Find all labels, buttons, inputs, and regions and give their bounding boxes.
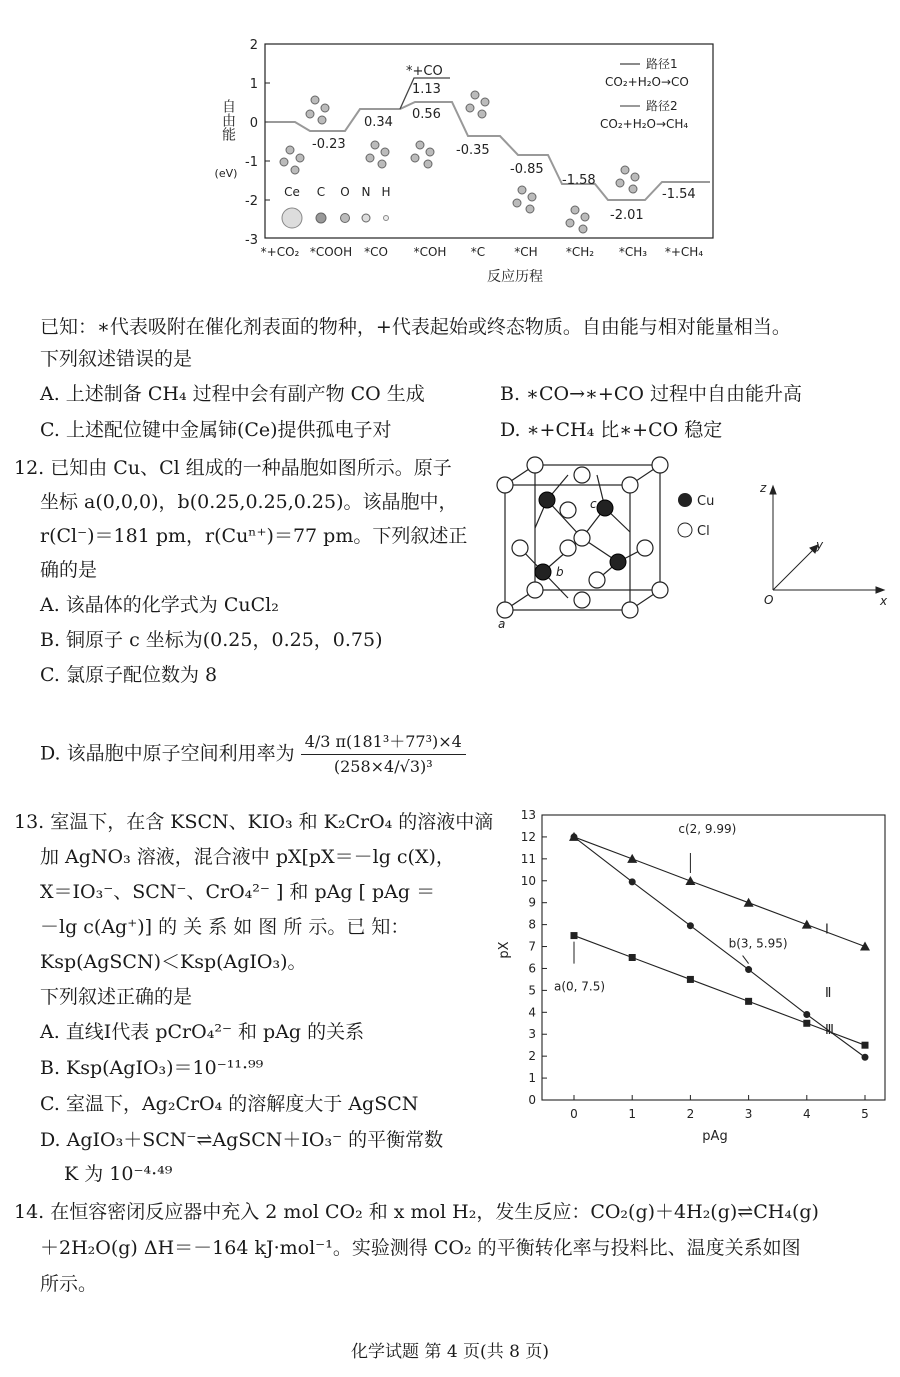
y-tick-label: 11 (520, 851, 536, 866)
q13-stem-line3: X＝IO₃⁻、SCN⁻、CrO₄²⁻ ] 和 pAg [ pAg ＝ (40, 881, 436, 903)
q11-option-b: B. ∗CO→∗+CO 过程中自由能升高 (500, 383, 802, 405)
q14-stem-line3: 所示。 (40, 1273, 98, 1295)
atom-legend (282, 185, 391, 228)
series-line-1 (574, 837, 865, 947)
energy-y-tick: -3 (245, 233, 258, 248)
data-point-triangle (685, 876, 695, 885)
y-tick-label: 8 (528, 917, 536, 932)
energy-y-label: 自由能 (220, 99, 236, 141)
q13-option-a: A. 直线Ⅰ代表 pCrO₄²⁻ 和 pAg 的关系 (40, 1021, 365, 1043)
q11-option-d: D. ∗+CH₄ 比∗+CO 稳定 (500, 419, 723, 441)
cl-atoms (497, 457, 668, 618)
data-point-circle (862, 1054, 869, 1061)
atom-label-b: b (556, 565, 564, 579)
axis-x: x (880, 594, 888, 608)
data-point-triangle (744, 898, 754, 907)
data-point-square (862, 1042, 869, 1049)
q12-option-c: C. 氯原子配位数为 8 (40, 664, 218, 686)
data-point-square (629, 954, 636, 961)
q13-question: 下列叙述正确的是 (40, 986, 193, 1008)
y-tick-label: 6 (528, 961, 536, 976)
energy-value: 1.13 (412, 82, 441, 97)
series-label: Ⅲ (825, 1023, 834, 1039)
energy-x-label: 反应历程 (487, 269, 543, 285)
y-tick-label: 3 (528, 1027, 536, 1042)
annotation-label: b(3, 5.95) (728, 936, 788, 951)
crystal-cell-figure (490, 450, 900, 635)
energy-label-co: *+CO (406, 64, 443, 79)
q13-stem-line1: 13. 室温下，在含 KSCN、KIO₃ 和 K₂CrO₄ 的溶液中滴 (14, 811, 494, 833)
y-tick-label: 9 (528, 895, 536, 910)
molecule-sketches (280, 91, 639, 233)
q12-stem-line3: r(Cl⁻)＝181 pm，r(Cuⁿ⁺)＝77 pm。下列叙述正 (40, 525, 468, 547)
x-tick-label: 0 (570, 1107, 578, 1121)
energy-x-tick: *CH (514, 245, 538, 259)
atom-label: N (361, 185, 371, 199)
energy-x-tick: *+CO₂ (260, 245, 300, 259)
y-tick-label: 13 (520, 808, 536, 822)
energy-x-tick: *CH₂ (565, 245, 595, 259)
atom-label: O (340, 185, 350, 199)
x-tick-label: 3 (744, 1107, 753, 1121)
q12-option-d-fraction (301, 730, 466, 779)
atom-label-c: c (590, 497, 597, 511)
chart-frame (542, 815, 885, 1100)
energy-x-tick: *COOH (309, 245, 353, 259)
energy-y-tick: -1 (245, 155, 258, 170)
q11-option-c: C. 上述配位键中金属铈(Ce)提供孤电子对 (40, 419, 392, 441)
annotation-label: a(0, 7.5) (554, 979, 606, 994)
chart-y-label: pX (497, 941, 512, 959)
energy-x-ticks (261, 245, 704, 259)
q12-stem-line4: 确的是 (40, 559, 98, 581)
q13-option-b: B. Ksp(AgIO₃)＝10⁻¹¹·⁹⁹ (40, 1057, 264, 1079)
energy-x-tick: *C (470, 245, 486, 259)
x-tick-label: 4 (802, 1107, 811, 1121)
x-tick-label: 2 (686, 1107, 695, 1121)
atom-label: C (316, 185, 326, 199)
legend-cu: Cu (697, 494, 715, 509)
y-tick-label: 0 (528, 1093, 536, 1107)
legend-path1-eq: CO₂+H₂O→CO (605, 75, 689, 89)
q12-stem-line1: 12. 已知由 Cu、Cl 组成的一种晶胞如图所示。原子 (14, 457, 452, 479)
energy-value: -2.01 (610, 208, 644, 223)
q12-stem-line2: 坐标 a(0,0,0)，b(0.25,0.25,0.25)。该晶胞中， (40, 491, 458, 513)
x-tick-label: 5 (861, 1107, 869, 1121)
energy-x-tick: *+CH₄ (664, 245, 704, 259)
q13-option-c: C. 室温下，Ag₂CrO₄ 的溶解度大于 AgSCN (40, 1093, 419, 1115)
q13-stem-line5: Ksp(AgSCN)＜Ksp(AgIO₃)。 (40, 951, 307, 973)
energy-x-tick: *COH (413, 245, 447, 259)
q11-question: 下列叙述错误的是 (40, 348, 193, 370)
energy-value: 0.34 (364, 115, 393, 130)
series-label: Ⅱ (825, 985, 832, 1001)
q13-stem-line2: 加 AgNO₃ 溶液，混合液中 pX[pX＝－lg c(X)， (40, 846, 455, 868)
q13-stem-line4: －lg c(Ag⁺)] 的 关 系 如 图 所 示。已 知： (40, 916, 410, 938)
x-tick-label: 1 (628, 1107, 637, 1121)
legend-path2: 路径2 (646, 99, 678, 113)
y-tick-label: 7 (528, 939, 536, 954)
atom-label: Ce (284, 185, 300, 199)
atom-label-a: a (498, 617, 506, 631)
y-tick-label: 5 (528, 983, 536, 998)
px-pag-chart (490, 800, 890, 1150)
legend-cl: Cl (697, 524, 710, 539)
energy-x-tick: *CH₃ (618, 245, 648, 259)
q12-fraction-denominator: (258×4/√3)³ (333, 757, 433, 776)
page-footer: 化学试题 第 4 页(共 8 页) (351, 1342, 549, 1362)
atom-label: H (381, 185, 391, 199)
data-point-square (571, 932, 578, 939)
axis-origin: O (764, 593, 774, 607)
q14-stem-line1: 14. 在恒容密闭反应器中充入 2 mol CO₂ 和 x mol H₂，发生反应：CO₂(g)＋4H₂(g)⇌CH₄(g) (14, 1201, 819, 1223)
data-point-circle (571, 833, 578, 840)
q13-option-d-cont: K 为 10⁻⁴·⁴⁹ (64, 1163, 173, 1185)
q12-option-d-prefix: D. 该晶胞中原子空间利用率为 (40, 742, 295, 765)
axis-z: z (760, 481, 767, 495)
q13-option-d: D. AgIO₃＋SCN⁻⇌AgSCN＋IO₃⁻ 的平衡常数 (40, 1129, 444, 1151)
q11-option-a: A. 上述制备 CH₄ 过程中会有副产物 CO 生成 (40, 383, 425, 405)
energy-y-unit: (eV) (214, 167, 238, 180)
data-point-circle (687, 922, 694, 929)
data-point-square (687, 976, 694, 983)
energy-y-tick: 2 (249, 38, 258, 53)
energy-value: -1.54 (662, 187, 696, 202)
q14-stem-line2: ＋2H₂O(g) ΔH＝－164 kJ·mol⁻¹。实验测得 CO₂ 的平衡转化率与投料比、温度关系如图 (40, 1237, 801, 1259)
y-tick-label: 12 (520, 829, 536, 844)
q12-option-d (40, 730, 466, 779)
data-point-square (745, 998, 752, 1005)
q12-fraction-numerator: 4/3 π(181³＋77³)×4 (301, 730, 466, 755)
data-point-circle (803, 1011, 810, 1018)
legend-path2-eq: CO₂+H₂O→CH₄ (600, 117, 689, 131)
energy-y-ticks (245, 38, 258, 248)
data-point-triangle (802, 920, 812, 929)
y-tick-label: 2 (528, 1049, 536, 1064)
y-tick-label: 1 (528, 1071, 536, 1086)
q12-option-b: B. 铜原子 c 坐标为(0.25，0.25，0.75) (40, 629, 383, 651)
q11-known: 已知：∗代表吸附在催化剂表面的物种，+代表起始或终态物质。自由能与相对能量相当。 (40, 316, 791, 338)
free-energy-diagram (200, 30, 720, 292)
data-point-triangle (627, 854, 637, 863)
series-label: Ⅰ (825, 922, 829, 938)
data-point-square (803, 1020, 810, 1027)
axis-y: y (816, 538, 824, 552)
annotation-arrow (743, 956, 749, 964)
energy-legend (600, 57, 689, 131)
energy-y-tick: 1 (249, 77, 258, 92)
chart-x-label: pAg (702, 1129, 728, 1144)
y-tick-label: 10 (520, 873, 536, 888)
q12-option-a: A. 该晶体的化学式为 CuCl₂ (40, 594, 279, 616)
data-point-circle (629, 878, 636, 885)
series-line-3 (574, 936, 865, 1046)
data-point-circle (745, 966, 752, 973)
legend-path1: 路径1 (646, 57, 678, 71)
energy-value: -0.85 (510, 162, 544, 177)
energy-value: -0.35 (456, 143, 490, 158)
energy-y-tick: -2 (245, 194, 258, 209)
data-point-triangle (860, 942, 870, 951)
energy-value: -0.23 (312, 137, 346, 152)
y-tick-label: 4 (528, 1005, 536, 1020)
series-line-2 (574, 837, 865, 1057)
energy-y-tick: 0 (249, 116, 258, 131)
energy-value: 0.56 (412, 107, 441, 122)
energy-x-tick: *CO (364, 245, 388, 259)
energy-value: -1.58 (562, 173, 596, 188)
annotation-label: c(2, 9.99) (678, 821, 737, 836)
